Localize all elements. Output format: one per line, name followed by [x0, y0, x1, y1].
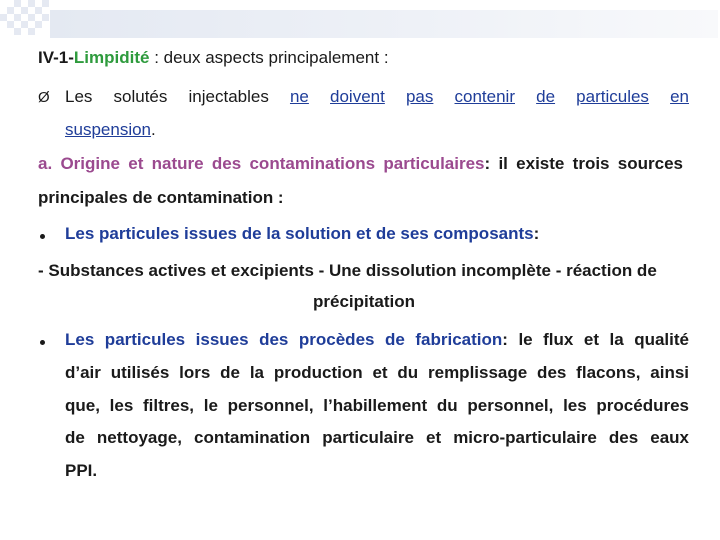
item2-highlight: Les particules issues des procèdes de fabrication: [65, 330, 503, 349]
bullet1-word: particules: [576, 87, 649, 106]
title-keyword: Limpidité: [73, 48, 150, 67]
list-line2: précipitation: [312, 292, 415, 311]
item1-end: :: [533, 224, 540, 243]
bullet-dot-icon: [40, 340, 45, 345]
bullet-dot-icon: [40, 234, 45, 239]
bullet1-word: doivent: [330, 87, 385, 106]
bullet1-lead: Les solutés injectables: [65, 87, 269, 106]
bullet1-word: en: [670, 87, 689, 106]
list-line1: - Substances actives et excipients - Une dissolution incomplète - réaction de: [38, 261, 657, 280]
section-a-line1: [38, 154, 683, 174]
item2-line5: PPI.: [65, 461, 98, 480]
bullet1-line2: [65, 120, 156, 140]
section-a-heading-rest: : il existe trois sources: [484, 154, 683, 173]
item2-line4: de nettoyage, contamination particulaire et micro-particulaire des eaux: [65, 428, 689, 447]
section-a-line2: principales de contamination :: [38, 188, 284, 207]
arrow-bullet-icon: Ø: [38, 89, 50, 106]
bullet1-suspension: suspension: [65, 120, 152, 139]
item2-line3: que, les filtres, le personnel, l’habillement du personnel, les procédures: [65, 396, 689, 415]
item1-line: [65, 224, 539, 244]
title-rest: : deux aspects principalement :: [149, 48, 389, 67]
bullet1-word: ne: [289, 87, 309, 106]
slide-title: [38, 48, 389, 68]
bullet1-word: contenir: [454, 87, 515, 106]
bullet1-word: pas: [405, 87, 434, 106]
item2-line2: d’air utilisés lors de la production et du remplissage des flacons, ainsi: [65, 363, 689, 382]
bullet1-line1: [65, 87, 689, 107]
bullet1-period: .: [151, 120, 156, 139]
item2-line1: [65, 330, 689, 350]
bullet1-word: de: [536, 87, 556, 106]
item2-line1-rest: : le flux et la qualité: [502, 330, 689, 349]
section-a-heading: a. Origine et nature des contaminations particulaires: [38, 154, 485, 173]
item1-highlight: Les particules issues de la solution et de ses composants: [65, 224, 534, 243]
title-prefix: IV-1-: [38, 48, 74, 67]
